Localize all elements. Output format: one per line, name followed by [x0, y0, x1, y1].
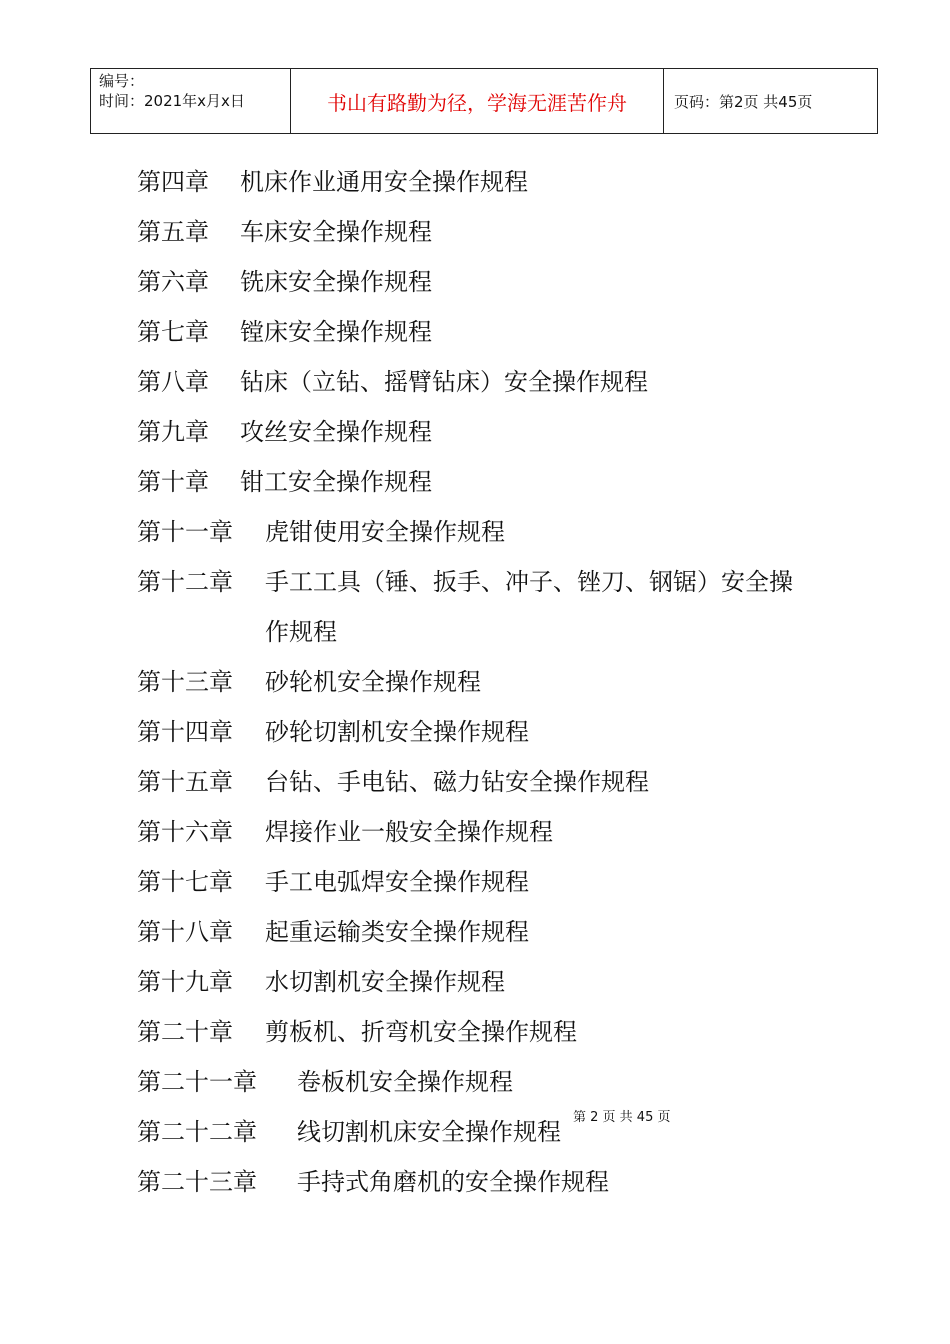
toc-item — [137, 557, 837, 657]
toc-chapter: 第二十三章 — [137, 1168, 257, 1196]
toc-item — [137, 707, 837, 757]
toc-title: 车床安全操作规程 — [240, 218, 432, 246]
table-of-contents — [137, 157, 837, 1207]
toc-title-text: 线切割机床安全操作规程 — [297, 1118, 561, 1146]
toc-title: 虎钳使用安全操作规程 — [265, 518, 505, 546]
toc-chapter: 第十一章 — [137, 518, 233, 546]
toc-item — [137, 157, 837, 207]
toc-chapter: 第十六章 — [137, 818, 233, 846]
inline-page-number: 第 2 页 共 45 页 — [573, 1110, 671, 1125]
toc-chapter: 第五章 — [137, 218, 209, 246]
toc-chapter: 第十七章 — [137, 868, 233, 896]
toc-title: 钻床（立钻、摇臂钻床）安全操作规程 — [240, 368, 648, 396]
toc-item — [137, 307, 837, 357]
header-page-info: 页码：第2页 共45页 — [674, 92, 813, 111]
toc-item — [137, 657, 837, 707]
toc-title: 砂轮机安全操作规程 — [265, 668, 481, 696]
toc-chapter: 第十章 — [137, 468, 209, 496]
toc-title — [297, 1107, 670, 1157]
toc-title: 手工工具（锤、扳手、冲子、锉刀、钢锯）安全操作规程 — [265, 568, 793, 646]
header-meta — [91, 69, 291, 133]
toc-title: 机床作业通用安全操作规程 — [240, 168, 528, 196]
toc-chapter: 第十三章 — [137, 668, 233, 696]
document-number-label: 编号： — [99, 72, 145, 90]
toc-item — [137, 357, 837, 407]
toc-title: 手持式角磨机的安全操作规程 — [297, 1168, 609, 1196]
toc-chapter: 第六章 — [137, 268, 209, 296]
toc-item — [137, 1007, 837, 1057]
toc-item — [137, 1057, 837, 1107]
toc-item — [137, 757, 837, 807]
toc-chapter: 第十二章 — [137, 568, 233, 596]
toc-title: 镗床安全操作规程 — [240, 318, 432, 346]
toc-title: 手工电弧焊安全操作规程 — [265, 868, 529, 896]
toc-item — [137, 407, 837, 457]
toc-chapter: 第二十一章 — [137, 1068, 257, 1096]
toc-chapter: 第十八章 — [137, 918, 233, 946]
document-time-label: 时间：2021年x月x日 — [99, 92, 245, 110]
toc-item — [137, 1107, 837, 1157]
toc-title: 起重运输类安全操作规程 — [265, 918, 529, 946]
toc-chapter: 第十九章 — [137, 968, 233, 996]
toc-chapter: 第四章 — [137, 168, 209, 196]
toc-item — [137, 207, 837, 257]
toc-chapter: 第八章 — [137, 368, 209, 396]
toc-item — [137, 907, 837, 957]
toc-item — [137, 807, 837, 857]
toc-item — [137, 507, 837, 557]
toc-item — [137, 257, 837, 307]
toc-title: 砂轮切割机安全操作规程 — [265, 718, 529, 746]
toc-title: 焊接作业一般安全操作规程 — [265, 818, 553, 846]
toc-item — [137, 957, 837, 1007]
toc-title: 台钻、手电钻、磁力钻安全操作规程 — [265, 768, 649, 796]
header-motto: 书山有路勤为径，学海无涯苦作舟 — [291, 69, 664, 133]
toc-chapter: 第十五章 — [137, 768, 233, 796]
toc-item — [137, 457, 837, 507]
toc-title: 水切割机安全操作规程 — [265, 968, 505, 996]
toc-chapter: 第七章 — [137, 318, 209, 346]
toc-item — [137, 1157, 837, 1207]
toc-item — [137, 857, 837, 907]
page-header — [90, 68, 878, 134]
toc-title: 钳工安全操作规程 — [240, 468, 432, 496]
toc-chapter: 第二十章 — [137, 1018, 233, 1046]
toc-chapter: 第二十二章 — [137, 1118, 257, 1146]
toc-title: 铣床安全操作规程 — [240, 268, 432, 296]
toc-title: 攻丝安全操作规程 — [240, 418, 432, 446]
toc-chapter: 第十四章 — [137, 718, 233, 746]
toc-chapter: 第九章 — [137, 418, 209, 446]
toc-title: 卷板机安全操作规程 — [297, 1068, 513, 1096]
toc-title: 剪板机、折弯机安全操作规程 — [265, 1018, 577, 1046]
